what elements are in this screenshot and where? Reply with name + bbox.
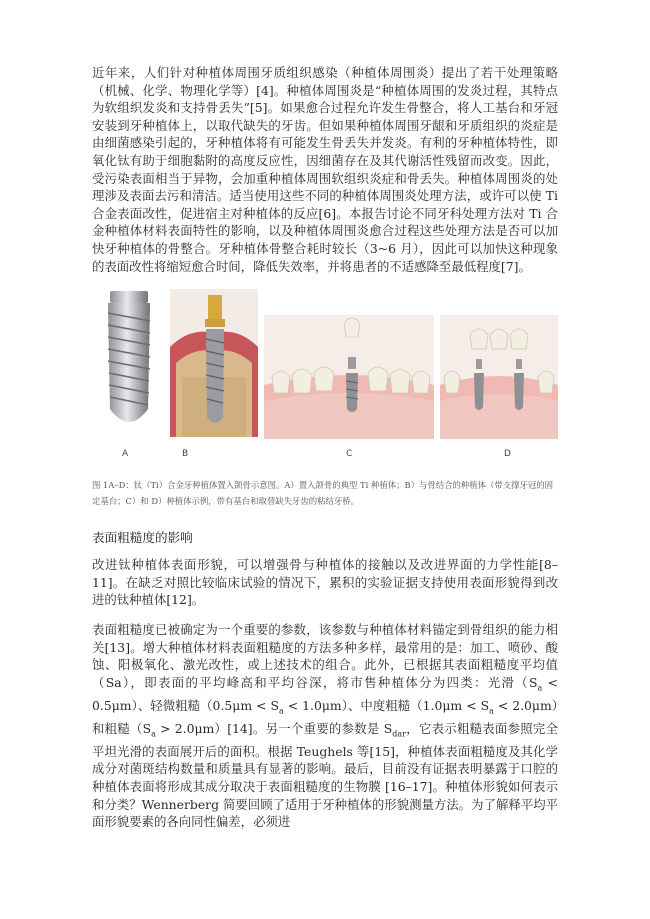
jaw-single-crown-illustration <box>264 315 434 439</box>
implant-screw-illustration <box>96 289 162 437</box>
figure-label-a: A <box>122 449 129 460</box>
figure-label-c: C <box>346 449 353 460</box>
figure-label-d: D <box>504 449 511 460</box>
implant-in-bone-illustration <box>170 289 258 437</box>
article-page <box>92 64 558 831</box>
figure-caption: 图 1A–D：钛（Ti）合金牙种植体置入颌骨示意图。A）置入颌骨的典型 Ti 种植体；B）与骨结合的种植体（带支撑牙冠的固定基台；C）和 D）种植体示例，带有基台和取替缺失牙齿的粘结牙桥。 <box>92 480 553 507</box>
surface-paragraph-1: 改进钛种植体表面形貌，可以增强骨与种植体的接触以及改进界面的力学性能[8–11]。在缺乏对照比较临床试验的情况下，累积的实验证据支持使用表面形貌得到改进的钛种植体[12]。 <box>92 557 558 608</box>
surface-paragraph-2: 表面粗糙度已被确定为一个重要的参数，该参数与种植体材料锚定到骨组织的能力相关[13]。增大种植体材料表面粗糙度的方法多种多样，最常用的是：加工、喷砂、酸蚀、阳极氧化、激光改性，或上述技术的组合。此外，已根据其表面粗糙度平均值（Sa），即表面的平均峰高和平均谷深，将市售种植体分为四类：光滑$(S_a < 0.5\mu m)$、轻微粗糙$(0.5\mu m < S_a < 1.0\mu m)$、中度粗糙$(1.0\mu m < S_a < 2.0\mu m)$和粗糙$(S_a > 2.0\mu m)[14]$。另一个重要的参数是 $S_{dar}$，它表示粗糙表面参照完全平坦光滑的表面展开后的面积。根据 Teughels 等[15]，种植体表面粗糙度及其化学成分对菌斑结构数量和质量具有显著的影响。最后，目前没有证据表明暴露于口腔的种植体表面将形成其成分取决于表面粗糙度的生物膜 [16–17]。种植体形貌如何表示和分类？Wennerberg 简要回顾了适用于牙种植体的形貌测量方法。为了解释平均平面形貌要素的各向同性偏差，必须进 <box>92 621 558 830</box>
figure-label-b: B <box>182 449 189 460</box>
jaw-bridge-illustration <box>440 315 558 439</box>
implant-figure <box>92 289 558 477</box>
intro-paragraph: 近年来，人们针对种植体周围牙质组织感染（种植体周围炎）提出了若干处理策略（机械、化学、物理化学等）[4]。种植体周围炎是“种植体周围的发炎过程，其特点为软组织发炎和支持骨丢失”[5]。如果愈合过程允许发生骨整合，将人工基台和牙冠安装到牙种植体上，以取代缺失的牙齿。但如果种植体周围牙龈和牙质组织的炎症是由细菌感染引起的，牙种植体将有可能发生骨丢失并发炎。有利的牙种植体特性，即氧化钛有助于细胞黏附的高度反应性，因细菌存在及其代谢活性残留而改变。因此，受污染表面相当于异物，会加重种植体周围软组织炎症和骨丢失。种植体周围炎的处理涉及表面去污和清洁。适当使用这些不同的种植体周围炎处理方法，或许可以使 Ti 合金表面改性，促进宿主对种植体的反应[6]。本报告讨论不同牙科处理方法对 Ti 合金种植体材料表面特性的影响，以及种植体周围炎愈合过程这些处理方法是否可以加快牙种植体的骨整合。牙种植体骨整合耗时较长（3~6 月），因此可以加快这种现象的表面改性将缩短愈合时间，降低失效率，并将患者的不适感降至最低程度[7]。 <box>92 65 558 274</box>
section-heading: 表面粗糙度的影响 <box>92 530 193 546</box>
